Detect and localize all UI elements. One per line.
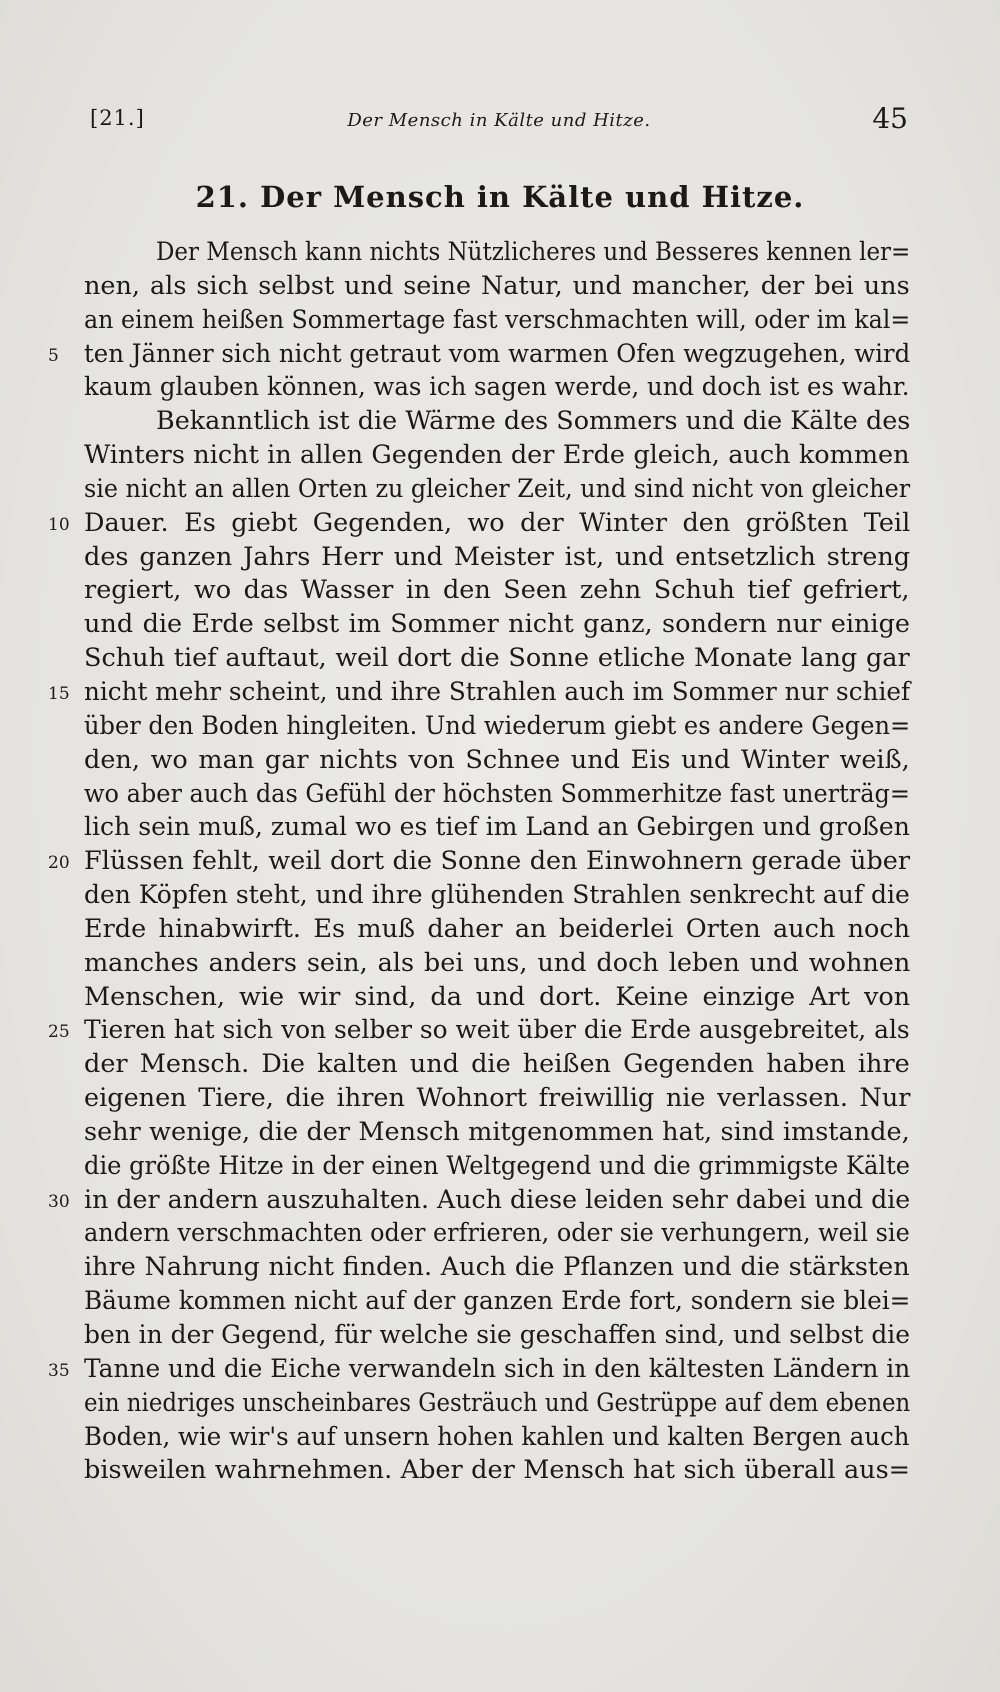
line-text: Schuh tief auftaut, weil dort die Sonne etliche Monate lang gar: [84, 643, 910, 674]
text-line: [84, 947, 910, 981]
line-number: 30: [48, 1191, 70, 1212]
line-text: wo aber auch das Gefühl der höchsten Sommerhitze fast unerträg=: [84, 778, 910, 809]
line-text: Menschen, wie wir sind, da und dort. Keine einzige Art von: [84, 981, 911, 1012]
line-text: andern verschmachten oder erfrieren, oder sie verhungern, weil sie: [84, 1218, 910, 1249]
text-line: [84, 541, 910, 575]
text-line: [84, 1217, 910, 1251]
text-line: [84, 1082, 910, 1116]
text-line: [48, 1014, 910, 1048]
line-text: die größte Hitze in der einen Weltgegend und die grimmigste Kälte: [84, 1150, 911, 1181]
page-number: 45: [872, 102, 908, 135]
text-line: [84, 1421, 910, 1455]
text-line: [84, 981, 910, 1015]
text-line: [84, 913, 910, 947]
line-text: nicht mehr scheint, und ihre Strahlen auch im Sommer nur schief: [84, 676, 911, 707]
text-line: [84, 574, 910, 608]
line-text: Boden, wie wir's auf unsern hohen kahlen und kalten Bergen auch: [84, 1421, 910, 1452]
line-text: lich sein muß, zumal wo es tief im Land an Gebirgen und großen: [84, 812, 910, 843]
line-text: in der andern auszuhalten. Auch diese leiden sehr dabei und die: [84, 1184, 911, 1215]
line-text: den Köpfen steht, und ihre glühenden Strahlen senkrecht auf die: [84, 880, 910, 911]
line-text: Tanne und die Eiche verwandeln sich in den kältesten Ländern in: [84, 1353, 911, 1384]
text-line: [84, 811, 910, 845]
text-line: [84, 1116, 910, 1150]
line-text: sehr wenige, die der Mensch mitgenommen hat, sind imstande,: [84, 1116, 910, 1147]
text-line: [84, 304, 910, 338]
text-line: [84, 1251, 910, 1285]
line-text: Tieren hat sich von selber so weit über die Erde ausgebreitet, als: [84, 1015, 910, 1046]
line-text: nen, als sich selbst und seine Natur, und mancher, der bei uns: [84, 270, 910, 301]
text-line: [84, 879, 910, 913]
text-line: [84, 744, 910, 778]
text-line: [48, 676, 911, 710]
body-text: [48, 236, 911, 1488]
line-number: 15: [48, 683, 70, 704]
text-line: [84, 405, 910, 439]
line-number: 20: [48, 853, 70, 874]
text-line: [84, 236, 910, 270]
chapter-title: 21. Der Mensch in Kälte und Hitze.: [195, 180, 805, 214]
text-line: [48, 338, 911, 372]
line-text: des ganzen Jahrs Herr und Meister ist, und entsetzlich streng: [84, 541, 911, 572]
line-text: Flüssen fehlt, weil dort die Sonne den Einwohnern gerade über: [84, 846, 911, 877]
line-text: der Mensch. Die kalten und die heißen Gegenden haben ihre: [84, 1049, 910, 1080]
line-number: 25: [48, 1022, 70, 1043]
text-line: [84, 608, 910, 642]
line-text: Erde hinabwirft. Es muß daher an beiderlei Orten auch noch: [84, 913, 911, 944]
line-number: 10: [48, 514, 70, 535]
line-text: manches anders sein, als bei uns, und doch leben und wohnen: [84, 947, 911, 978]
line-text: regiert, wo das Wasser in den Seen zehn Schuh tief gefriert,: [84, 575, 910, 606]
line-text: Dauer. Es giebt Gegenden, wo der Winter den größten Teil: [84, 507, 911, 538]
text-line: [84, 642, 910, 676]
line-text: den, wo man gar nichts von Schnee und Eis und Winter weiß,: [84, 744, 910, 775]
text-line: [48, 1184, 911, 1218]
line-number: 5: [48, 345, 59, 366]
line-text: bisweilen wahrnehmen. Aber der Mensch hat sich überall aus=: [84, 1455, 911, 1486]
line-text: eigenen Tiere, die ihren Wohnort freiwillig nie verlassen. Nur: [84, 1083, 911, 1114]
section-number: [21.]: [90, 106, 145, 130]
running-title: Der Mensch in Kälte und Hitze.: [347, 110, 651, 131]
line-text: Bäume kommen nicht auf der ganzen Erde fort, sondern sie blei=: [84, 1286, 911, 1317]
text-line: [84, 473, 910, 507]
line-text: kaum glauben können, was ich sagen werde, und doch ist es wahr.: [84, 372, 910, 403]
line-text: ein niedriges unscheinbares Gesträuch und Gestrüppe auf dem ebenen: [84, 1387, 911, 1418]
text-line: [84, 270, 910, 304]
line-number: 35: [48, 1360, 70, 1381]
text-line: [84, 1285, 910, 1319]
text-line: [84, 710, 910, 744]
text-line: [84, 371, 910, 405]
text-line: [84, 778, 910, 812]
text-line: [48, 1353, 911, 1387]
text-line: [84, 1048, 910, 1082]
line-text: ten Jänner sich nicht getraut vom warmen Ofen wegzugehen, wird: [84, 338, 911, 369]
line-text: an einem heißen Sommertage fast verschmachten will, oder im kal=: [84, 304, 911, 335]
text-line: [84, 439, 910, 473]
text-line: [84, 1387, 910, 1421]
text-line: [84, 1150, 910, 1184]
line-text: ben in der Gegend, für welche sie geschaffen sind, und selbst die: [84, 1320, 911, 1350]
line-text: sie nicht an allen Orten zu gleicher Zeit, und sind nicht von gleicher: [84, 473, 911, 504]
line-text: über den Boden hingleiten. Und wiederum giebt es andere Gegen=: [84, 710, 911, 741]
text-line: [84, 1454, 910, 1488]
line-text: ihre Nahrung nicht finden. Auch die Pflanzen und die stärksten: [84, 1252, 910, 1283]
line-text: Der Mensch kann nichts Nützlicheres und Besseres kennen ler=: [156, 237, 911, 267]
running-header: [90, 100, 908, 136]
line-text: und die Erde selbst im Sommer nicht ganz, sondern nur einige: [84, 609, 910, 640]
text-line: [48, 507, 911, 541]
line-text: Winters nicht in allen Gegenden der Erde gleich, auch kommen: [84, 440, 910, 471]
text-line: [84, 1319, 910, 1353]
text-line: [48, 845, 911, 879]
line-text: Bekanntlich ist die Wärme des Sommers und die Kälte des: [156, 406, 911, 437]
